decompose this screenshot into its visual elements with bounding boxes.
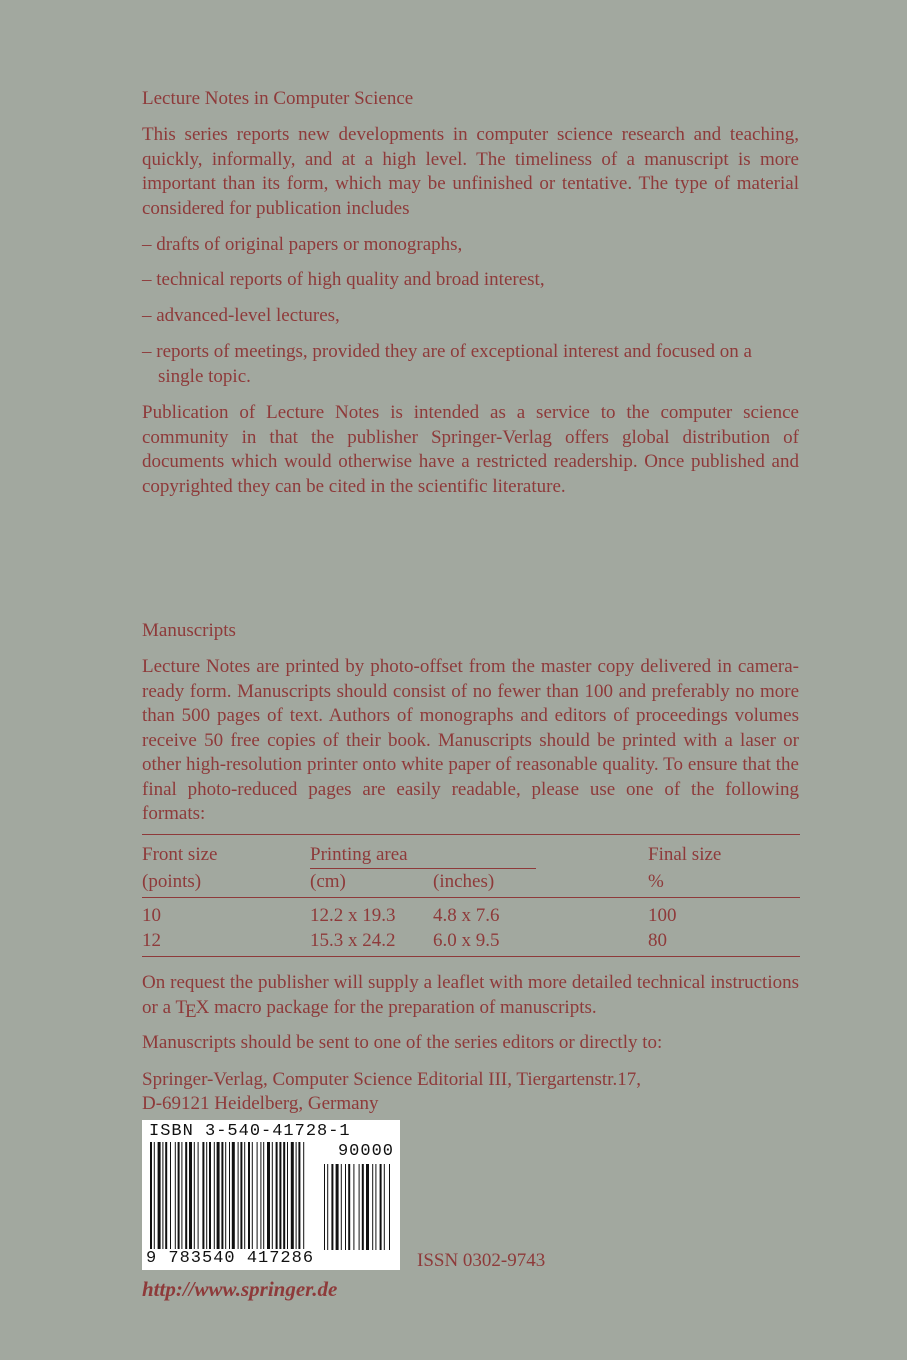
table-header-front-unit: (points) (142, 871, 202, 892)
list-item: – advanced-level lectures, (142, 305, 340, 326)
issn-number: ISSN 0302-9743 (417, 1250, 546, 1271)
series-intro: This series reports new developments in computer science research and teaching, quickly, informally, and at a high level. The timeliness of a manuscript is more important than its form, which may be unfinished or tentative. The type of material considered for publication includes (142, 124, 799, 219)
barcode-bar (272, 1142, 273, 1250)
request-paragraph: On request the publisher will supply a leaflet with more detailed technical instructions or a TEX macro package for the preparation of manuscripts. (142, 972, 799, 1022)
list-item: – drafts of original papers or monographs, (142, 234, 463, 255)
price-bar (331, 1164, 333, 1250)
barcode-bar (279, 1142, 281, 1250)
barcode-bar (257, 1142, 258, 1250)
barcode-bar (221, 1142, 223, 1250)
table-header-cm: (cm) (310, 871, 346, 892)
table-cell-inches: 4.8 x 7.6 (433, 905, 500, 926)
barcode-bar (154, 1142, 155, 1250)
list-item: – reports of meetings, provided they are of exceptional interest and focused on a single topic. (142, 341, 752, 387)
table-top-rule (142, 834, 800, 835)
publication-paragraph: Publication of Lecture Notes is intended as a service to the computer science community in that the publisher Springer-Verlag offers global distribution of documents which would otherwise have a restricted readership. Once published and copyrighted they can be cited in the scientific literature. (142, 402, 799, 497)
isbn-number: ISBN 3-540-41728-1 (149, 1122, 351, 1141)
price-bar (362, 1164, 364, 1250)
barcode-bar (283, 1142, 285, 1250)
table-cell-cm: 15.3 x 24.2 (310, 930, 396, 951)
table-cell-cm: 12.2 x 19.3 (310, 905, 396, 926)
ean-digits: 9 783540 417286 (146, 1249, 315, 1268)
barcode-bar (238, 1142, 239, 1250)
table-header-printing-area: Printing area (310, 844, 408, 865)
manuscripts-title: Manuscripts (142, 620, 236, 641)
send-to-line: Manuscripts should be sent to one of the series editors or directly to: (142, 1032, 663, 1053)
barcode-bar (194, 1142, 195, 1250)
price-bar (389, 1164, 390, 1250)
barcode-bar (198, 1142, 199, 1250)
barcode-bar (296, 1142, 297, 1250)
barcode-bar (267, 1142, 270, 1250)
table-cell-final: 100 (648, 905, 677, 926)
barcode-bar (178, 1142, 180, 1250)
barcode-bar (229, 1142, 230, 1250)
barcode-bar (209, 1142, 211, 1250)
barcode-bar (244, 1142, 245, 1250)
price-bar (327, 1164, 328, 1250)
tex-logo: TEX (175, 996, 210, 1022)
barcode-bar (276, 1142, 278, 1250)
barcode-bar (225, 1142, 226, 1250)
price-bar (372, 1164, 373, 1250)
barcode-bar (162, 1142, 163, 1250)
barcode-bar (240, 1142, 242, 1250)
manuscripts-paragraph: Lecture Notes are printed by photo-offset from the master copy delivered in camera-ready form. Manuscripts should consist of no fewer than 100 and preferably no more than 500 pages of text. Authors of monographs and editors of proceedings volumes receive 50 free copies of their book. Manuscripts should be printed with a laser or other high-resolution printer onto white paper of reasonable quality. To ensure that the final photo-reduced pages are easily readable, please use one of the following formats: (142, 656, 799, 824)
barcode-bar (150, 1142, 152, 1250)
barcode-bar (158, 1142, 161, 1250)
price-bar (324, 1164, 325, 1250)
barcode-bar (185, 1142, 187, 1250)
barcode-bar (291, 1142, 294, 1250)
barcode-bar (170, 1142, 171, 1250)
table-header-rule (142, 897, 800, 898)
table-cell-final: 80 (648, 930, 667, 951)
table-cell-inches: 6.0 x 9.5 (433, 930, 500, 951)
table-header-front-size: Front size (142, 844, 218, 865)
barcode-bar (206, 1142, 207, 1250)
barcode-bar (260, 1142, 261, 1250)
price-bar (353, 1164, 354, 1250)
printing-area-rule (310, 868, 536, 869)
barcode-bar (248, 1142, 250, 1250)
table-cell-front: 12 (142, 930, 161, 951)
table-header-inches: (inches) (433, 871, 495, 892)
price-bar (341, 1164, 342, 1250)
table-bottom-rule (142, 956, 800, 957)
barcode-bar (287, 1142, 288, 1250)
barcode-bar (175, 1142, 176, 1250)
price-bar (359, 1164, 360, 1250)
barcode-bar (202, 1142, 204, 1250)
price-bar (336, 1164, 339, 1250)
barcode-bar (181, 1142, 182, 1250)
series-title: Lecture Notes in Computer Science (142, 88, 414, 109)
barcode-bar (232, 1142, 235, 1250)
address-line-2: D-69121 Heidelberg, Germany (142, 1093, 379, 1114)
barcode-bar (263, 1142, 264, 1250)
barcode-bar (165, 1142, 167, 1250)
table-header-final-size: Final size (648, 844, 722, 865)
address-line-1: Springer-Verlag, Computer Science Editorial III, Tiergartenstr.17, (142, 1069, 641, 1090)
barcode-bar (189, 1142, 192, 1250)
price-bar (375, 1164, 376, 1250)
list-item: – technical reports of high quality and broad interest, (142, 269, 545, 290)
barcode-bar (298, 1142, 300, 1250)
table-header-final-unit: % (648, 871, 664, 892)
price-bar (345, 1164, 346, 1250)
barcode-bar (303, 1142, 304, 1250)
price-bar (366, 1164, 369, 1250)
isbn-barcode (142, 1120, 400, 1270)
price-bar (348, 1164, 350, 1250)
barcode-bar (214, 1142, 215, 1250)
publisher-url[interactable]: http://www.springer.de (142, 1277, 338, 1301)
table-cell-front: 10 (142, 905, 161, 926)
price-code: 90000 (337, 1142, 394, 1161)
price-bar (384, 1164, 385, 1250)
barcode-bar (217, 1142, 220, 1250)
price-bar (380, 1164, 382, 1250)
barcode-bar (252, 1142, 253, 1250)
